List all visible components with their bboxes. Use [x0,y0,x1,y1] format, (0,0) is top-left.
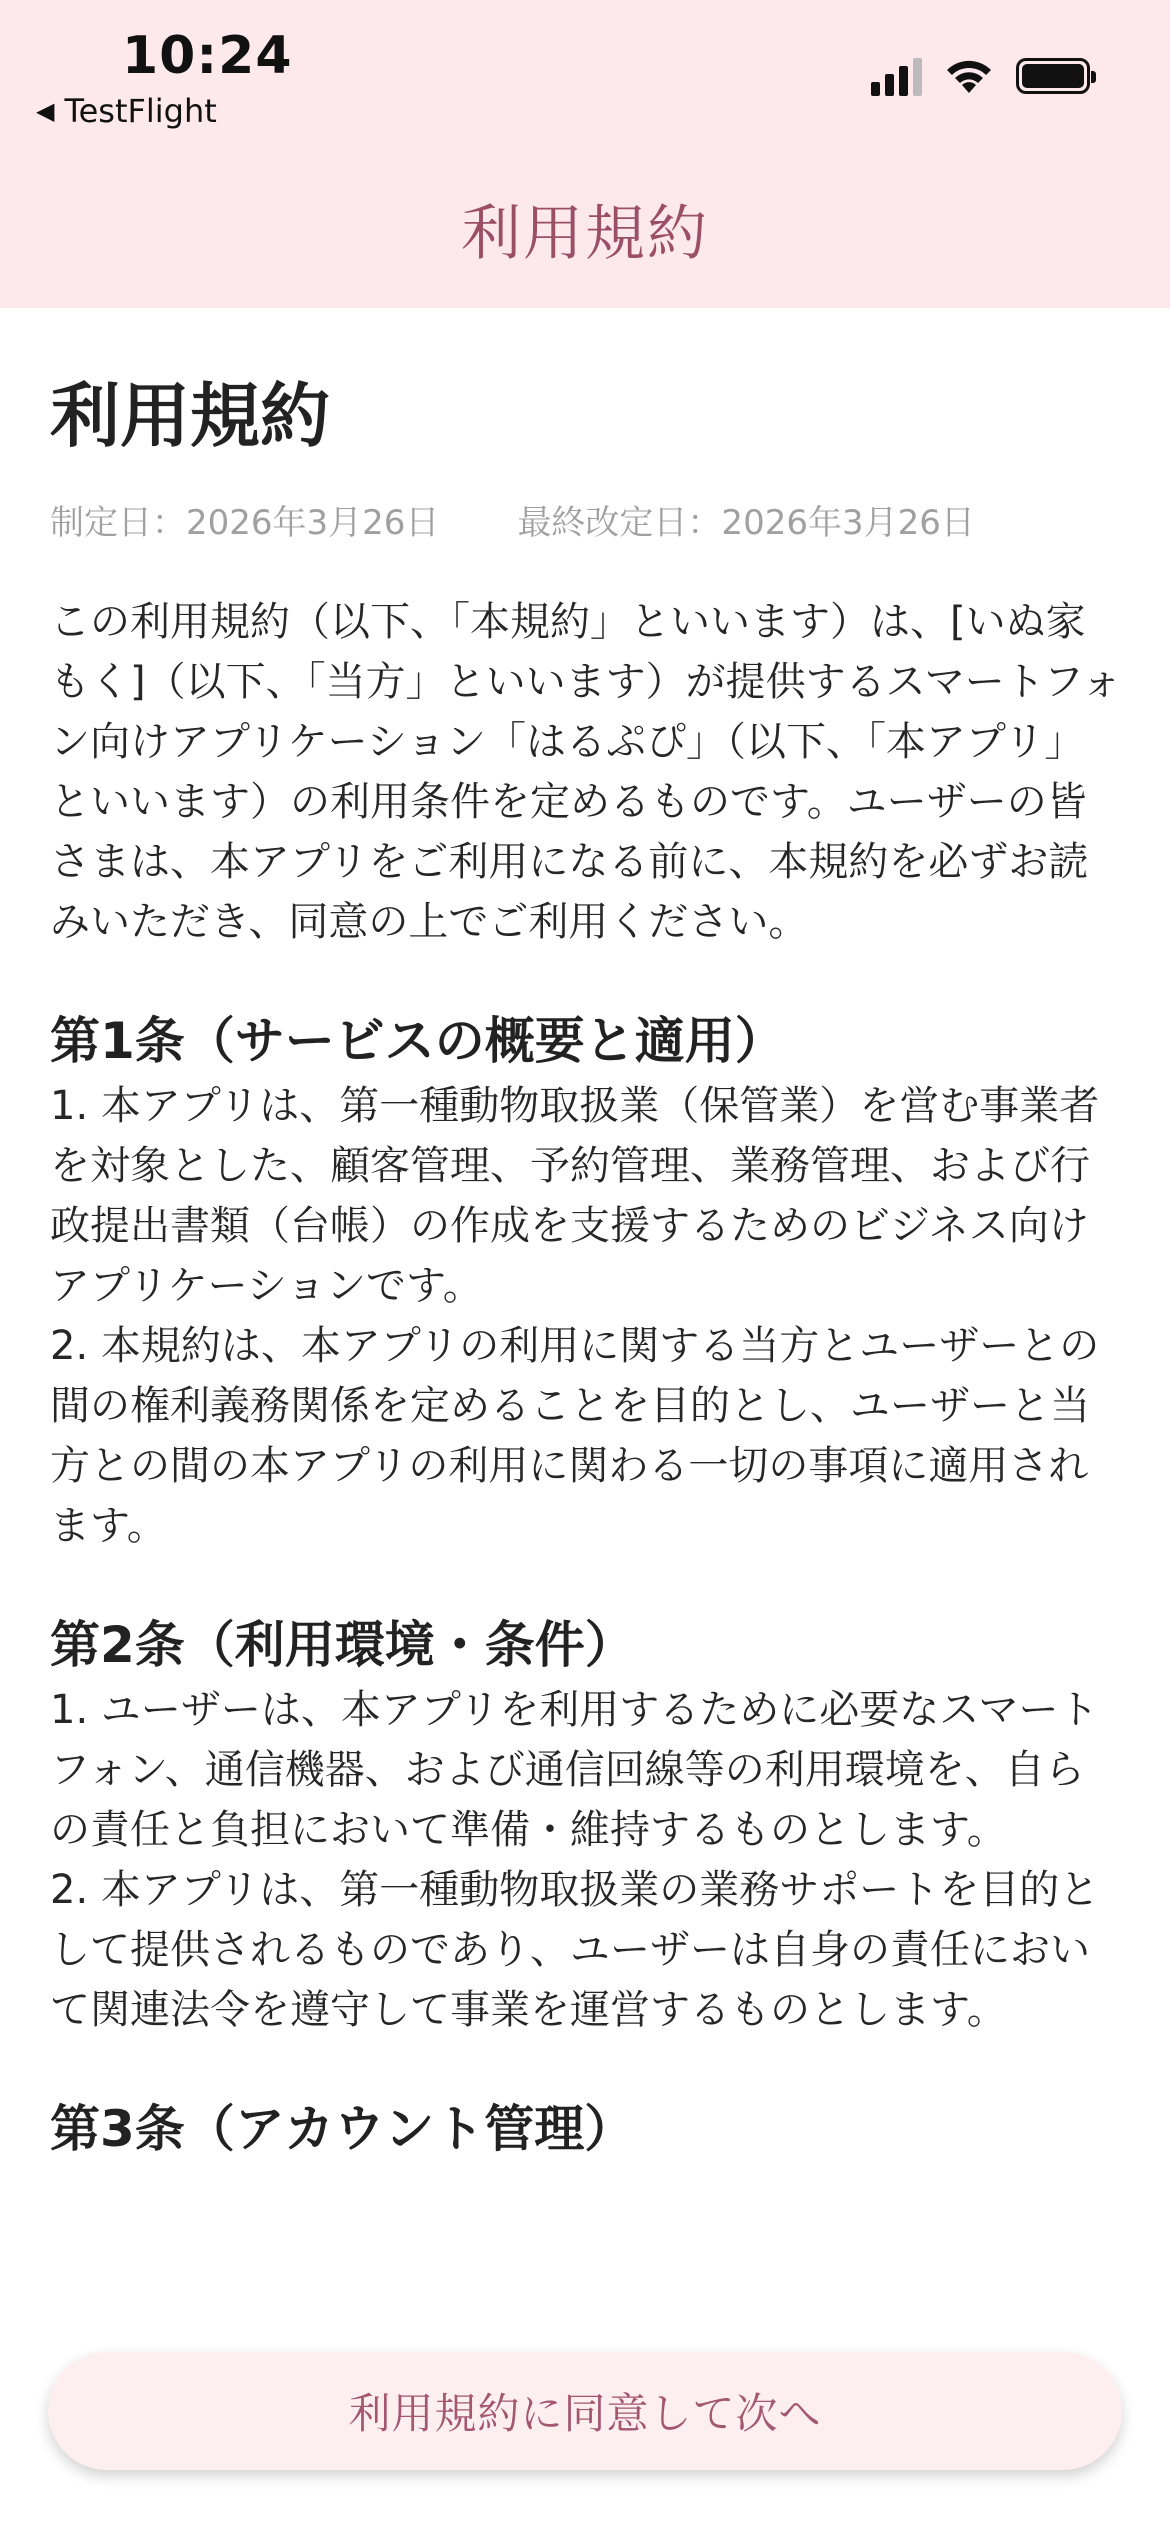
section-3 [50,2096,1122,2162]
section-heading: 第2条（利用環境・条件） [50,1616,635,1674]
document-title: 利用規約 [50,375,330,457]
document-dates [50,495,1122,544]
section-2 [50,1612,1122,2040]
agree-and-next-button[interactable]: 利用規約に同意して次へ [48,2352,1122,2470]
status-icons [871,56,1090,96]
section-heading: 第1条（サービスの概要と適用） [50,1012,785,1070]
nav-title: 利用規約 [461,199,709,269]
intro-paragraph: この利用規約（以下、「本規約」といいます）は、[いぬ家もく]（以下、「当方」といいます）が提供するスマートフォン向けアプリケーション「はるぷぴ」（以下、「本アプリ」といいます）の利用条件を定めるものです。ユーザーの皆さまは、本アプリをご利用になる前に、本規約を必ずお読みいただき、同意の上でご利用ください。 [50,599,1122,945]
established-date: 制定日：2026年3月26日 [50,503,440,543]
scroll-fade [0,2250,1170,2310]
section-paragraph: 2. 本アプリは、第一種動物取扱業の業務サポートを目的として提供されるものであり、ユーザーは自身の責任において関連法令を遵守して事業を運営するものとします。 [50,1867,1100,2033]
status-time: 10:24 [122,26,293,86]
wifi-icon [944,57,994,95]
section-paragraph: 1. 本アプリは、第一種動物取扱業（保管業）を営む事業者を対象とした、顧客管理、予約管理、業務管理、および行政提出書類（台帳）の作成を支援するためのビジネス向けアプリケーションです。 [50,1083,1100,1309]
section-heading: 第3条（アカウント管理） [50,2100,635,2158]
top-header [0,0,1170,308]
revised-date: 最終改定日：2026年3月26日 [517,503,975,543]
back-link-label: TestFlight [64,92,217,130]
cellular-signal-icon [871,56,922,96]
terms-scroll-content[interactable] [50,360,1122,2290]
section-paragraph: 2. 本規約は、本アプリの利用に関する当方とユーザーとの間の権利義務関係を定めることを目的とし、ユーザーと当方との間の本アプリの利用に関わる一切の事項に適用されます。 [50,1323,1100,1549]
back-to-testflight-link[interactable] [36,92,217,130]
battery-icon [1016,58,1090,94]
back-arrow-icon: ◀ [36,97,55,125]
section-1 [50,1008,1122,1556]
section-paragraph: 1. ユーザーは、本アプリを利用するために必要なスマートフォン、通信機器、および通信回線等の利用環境を、自らの責任と負担において準備・維持するものとします。 [50,1687,1099,1853]
